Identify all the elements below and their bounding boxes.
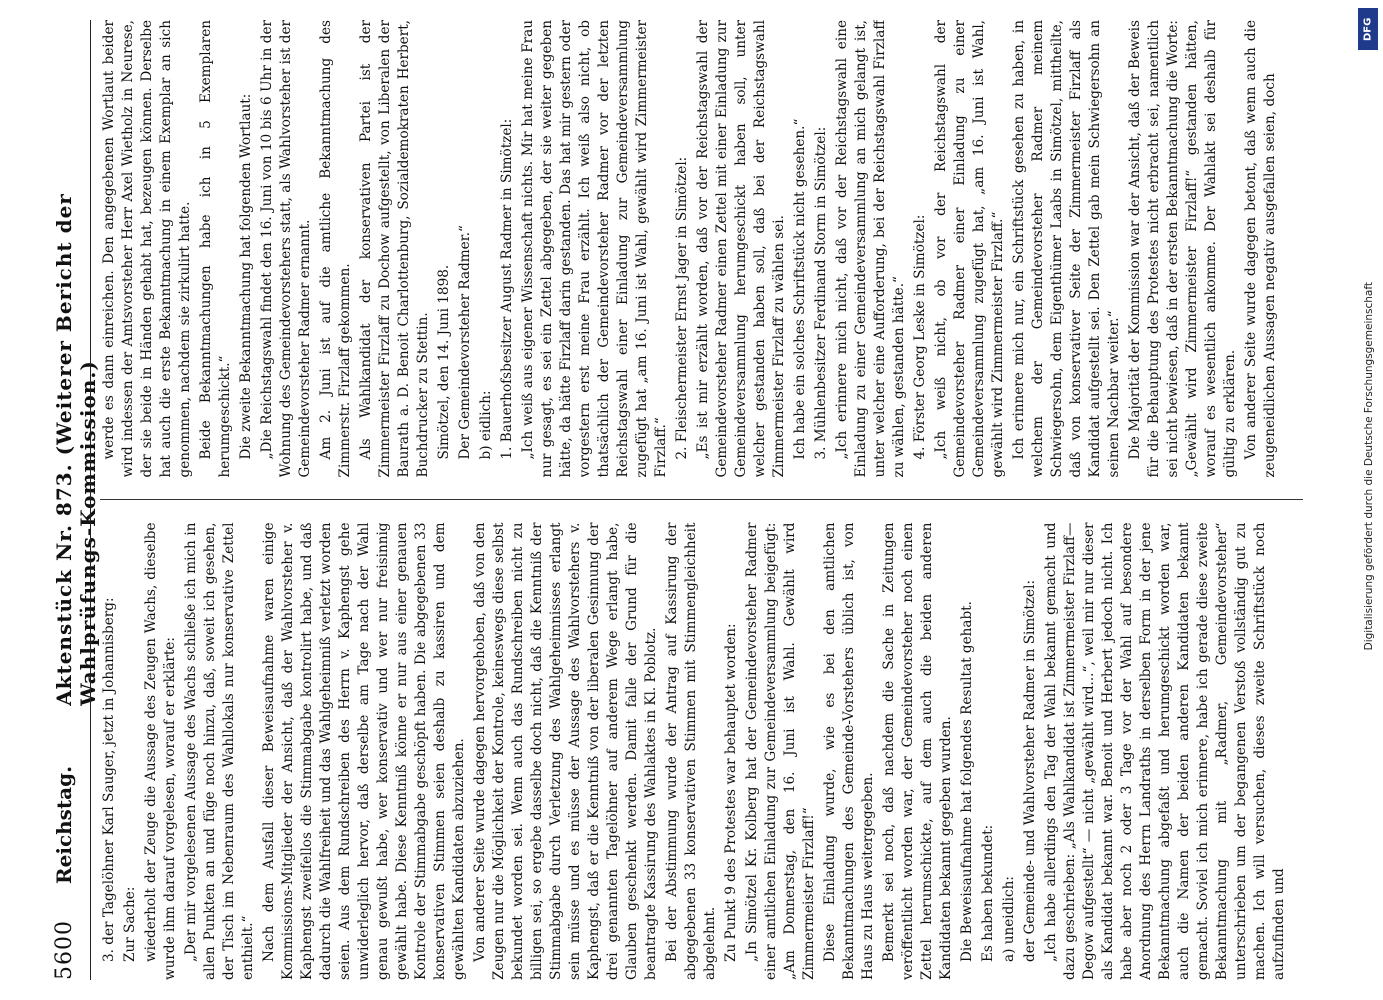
paragraph: 4. Förster Georg Leske in Simötzel:: [912, 214, 928, 460]
paragraph: Bemerkt sei noch, daß nachdem die Sache in Zeitungen veröffentlicht worden war, der Gemeindevorsteher noch einen Zettel herumschickte, auf dem auch die beiden anderen Kandidaten bekannt gegeben wurden.: [881, 522, 954, 980]
paragraph: werde es dann einreichen. Den angegebenen Wortlaut beider wird indessen der Amtsvorsteher Herr Axel Wietholz in Neurese, der sie beide in Händen gehabt hat, bezeugen können. Derselbe hat auch die erste Bekanntmachung in einem Exemplar an sich genommen, nachdem sie zirkulirt hatte.: [101, 20, 193, 478]
right-column: [100, 20, 1303, 478]
paragraph: Der Gemeindevorsteher Radmer.“: [457, 225, 473, 460]
page-header: [52, 20, 100, 980]
paragraph: 2. Fleischermeister Ernst Jager in Simötzel:: [674, 156, 690, 460]
paragraph: Simötzel, den 14. Juni 1898.: [436, 264, 452, 460]
paragraph: „Es ist mir erzählt worden, daß vor der Reichstagswahl der Gemeindevorsteher Radmer einen Zettel mit einer Einladung zur Gemeindeversammlung herumgeschickt haben soll, unter welcher gestanden haben soll, daß bei der Reichstagswahl Zimmermeister Firzlaff zu wählen sei.: [695, 20, 787, 478]
left-column: [100, 523, 1303, 981]
paragraph: Von anderer Seite wurde dagegen betont, daß wenn auch die zeugeneidlichen Aussagen negativ ausgefallen seien, doch: [1243, 20, 1278, 478]
paragraph: Bei der Abstimmung wurde der Antrag auf Kassirung der abgegebenen 33 konservativen Stimmen mit Stimmengleichheit abgelehnt.: [664, 522, 718, 980]
paragraph: Die Majorität der Kommission war der Ansicht, daß der Beweis für die Behauptung des Protestes nicht erbracht sei, namentlich sei nicht bewiesen, daß in der ersten Bekanntmachung die Worte: „Gewählt wird Zimmermeister Firzlaff!“ gestanden hätten, worauf es wesentlich ankomme. Der Wahlakt sei deshalb für gültig zu erklären.: [1127, 20, 1238, 478]
paragraph: b) eidlich:: [478, 390, 494, 460]
paragraph: „Ich erinnere mich nicht, daß vor der Reichstagswahl eine Einladung zu einer Gemeindeversammlung an mich gelangt ist, unter welcher eine Aufforderung, bei der Reichstagswahl Firzlaff zu wählen, gestanden hätte.“: [834, 20, 907, 478]
header-title: Aktenstück Nr. 873. (Weiterer Bericht der Wahlprüfungs-Kommission.): [52, 193, 100, 706]
paragraph: „Die Reichstagswahl findet den 16. Juni von 10 bis 6 Uhr in der Wohnung des Gemeindevorstehers statt, als Wahlvorsteher ist der Gemeindevorsteher Radmer ernannt.: [259, 20, 313, 478]
paragraph: „Ich weiß nicht, ob vor der Reichstagswahl der Gemeindevorsteher Radmer einer Einladung zu einer Gemeindeversammlung zugefügt hat, „am 16. Juni ist Wahl, gewählt wird Zimmermeister Firzlaff.“: [933, 20, 1006, 478]
paragraph: 1. Bauerhofsbesitzer August Radmer in Simötzel:: [499, 118, 515, 460]
paragraph: Am 2. Juni ist auf die amtliche Bekanntmachung des Zimmerstr. Firzlaff gekommen.: [318, 20, 353, 478]
header-left: Reichstag.: [52, 765, 76, 884]
dfg-logo: DFG: [1358, 8, 1378, 50]
paragraph: der Gemeinde- und Wahlvorsteher Radmer in Simötzel:: [1022, 579, 1038, 962]
page-number: 5600: [52, 920, 77, 980]
text-columns: [100, 20, 1303, 980]
paragraph: Beide Bekanntmachungen habe ich in 5 Exemplaren herumgeschickt.“: [198, 20, 233, 478]
paragraph: wiederholt der Zeuge die Aussage des Zeugen Wachs, dieselbe wurde ihm darauf vorgelesen, worauf er erklärte:: [143, 522, 178, 980]
paragraph: 3. der Tagelöhner Karl Sauger, jetzt in Johannisberg:: [101, 597, 117, 962]
paragraph: Ich habe ein solches Schriftstück nicht gesehen.“: [792, 118, 808, 460]
paragraph: Als Wahlkandidat der konservativen Partei ist der Zimmermeister Firzlaff zu Dochow aufgestellt, von Liberalen der Baurath a. D. Benoit Charlottenburg, Sozialdemokraten Herbert, Buchdrucker zu Stettin.: [358, 20, 431, 478]
paragraph: Zur Sache:: [122, 886, 138, 962]
paragraph: „In Simötzel Kr. Kolberg hat der Gemeindevorsteher Radmer einer amtlichen Einladung zur Gemeindeversammlung beigefügt: „Am Donnerstag, den 16. Juni ist Wahl. Gewählt wird Zimmermeister Firzlaff!“: [744, 522, 817, 980]
paragraph: Zu Punkt 9 des Protestes war behauptet worden:: [723, 623, 739, 962]
paragraph: „Ich habe allerdings den Tag der Wahl bekannt gemacht und dazu geschrieben: „Als Wahlkandidat ist Zimmermeister Firzlaff—Degow aufgestellt“ — nicht „gewählt wird...“, weil mir nur dieser als Kandidat bekannt war. Benoit und Herbert jedoch nicht. Ich habe aber noch 2 oder 3 Tage vor der Wahl auf besondere Anordnung des Herrn Landraths in derselben Form in der jene Bekanntmachung abgefaßt und herumgeschickt worden war, auch die Namen der beiden anderen Kandidaten bekannt gemacht. Soviel ich mich erinnere, habe ich gerade diese zweite Bekanntmachung mit „Radmer, Gemeindevorsteher“ unterschrieben um der begangenen Verstoß vollständig gut zu machen. Ich will versuchen, dieses zweite Schriftstück noch aufzufinden und: [1043, 522, 1287, 980]
paragraph: a) uneidlich:: [1001, 876, 1017, 962]
paragraph: Ich erinnere mich nur, ein Schriftstück gesehen zu haben, in welchem der Gemeindevorsteher Radmer meinem Schwiegersohn, dem Eigenthümer Laabs in Simötzel, mittheilte, daß von konservativer Seite der Zimmermeister Firzlaff als Kandidat aufgestellt sei. Den Zettel gab mein Schwiegersohn an seinen Nachbar weiter.“: [1011, 20, 1122, 478]
digitization-credit: Digitalisierung gefördert durch die Deutsche Forschungsgemeinschaft: [1363, 281, 1375, 650]
paragraph: 3. Mühlenbesitzer Ferdinand Storm in Simötzel:: [813, 126, 829, 460]
paragraph: Es haben bekundet:: [980, 824, 996, 962]
paragraph: Nach dem Ausfall dieser Beweisaufnahme waren einige Kommissions-Mitglieder der Ansicht, daß der Wahlvorsteher v. Kaphengst zweifellos die Stimmabgabe kontrolirt habe, und daß dadurch die Wahlfreiheit und das Wahlgeheimniß verletzt worden seien. Aus dem Rundschreiben des Herrn v. Kaphengst gehe unwiderleglich hervor, daß derselbe am Tage nach der Wahl genau gewußt habe, wer konservativ und wer nur freisinnig gewählt habe. Diese Kenntniß könne er nur aus einer genauen Kontrole der Stimmabgabe geschöpft haben. Die abgegebenen 33 konservativen Stimmen seien deshalb zu kassiren und dem gewählten Kandidaten abzuziehen.: [261, 522, 467, 980]
paragraph: Die Beweisaufnahme hat folgendes Resultat gehabt.: [959, 601, 975, 962]
header-rule: [90, 20, 91, 980]
paragraph: „Der mir vorgelesenen Aussage des Wachs schließe ich mich in allen Punkten an und füge noch hinzu, daß, soweit ich gesehen, der Tisch im Nebenraum des Wahllokals nur konservative Zettel enthielt.“: [183, 522, 256, 980]
paragraph: Diese Einladung wurde, wie es bei den amtlichen Bekanntmachungen des Gemeinde-Vorstehers üblich ist, von Haus zu Haus weitergegeben.: [822, 522, 876, 980]
paragraph: „Ich weiß aus eigener Wissenschaft nichts. Mir hat meine Frau nur gesagt, es sei ein Zettel abgegeben, der sie weiter gegeben hätte, da hätte Firzlaff darin gestanden. Das hat mir gestern oder vorgestern erst meine Frau erzählt. Ich weiß also nicht, ob thatsächlich der Gemeindevorsteher Radmer vor der letzten Reichstagswahl einer Einladung zur Gemeindeversammlung zugefügt hat „am 16. Juni ist Wahl, gewählt wird Zimmermeister Firzlaff.“: [520, 20, 669, 478]
paragraph: Die zweite Bekanntmachung hat folgenden Wortlaut:: [238, 93, 254, 460]
paragraph: Von anderer Seite wurde dagegen hervorgehoben, daß von den Zeugen nur die Möglichkeit der Kontrole, keineswegs diese selbst bekundet worden sei. Wenn auch das Rundschreiben nicht zu billigen sei, so ergebe dasselbe doch nicht, daß die Kenntniß der Stimmabgabe durch Verletzung des Wahlgeheimnisses erlangt sein müsse und es müsse der Aussage des Wahlvorstehers v. Kaphengst, daß er die Kenntniß von der liberalen Gesinnung der drei genannten Tagelöhner auf anderem Wege erlangt habe, Glauben geschenkt werden. Damit falle der Grund für die beantragte Kassirung des Wahlaktes in Kl. Poblotz.: [472, 522, 659, 980]
column-divider: [100, 500, 1303, 501]
